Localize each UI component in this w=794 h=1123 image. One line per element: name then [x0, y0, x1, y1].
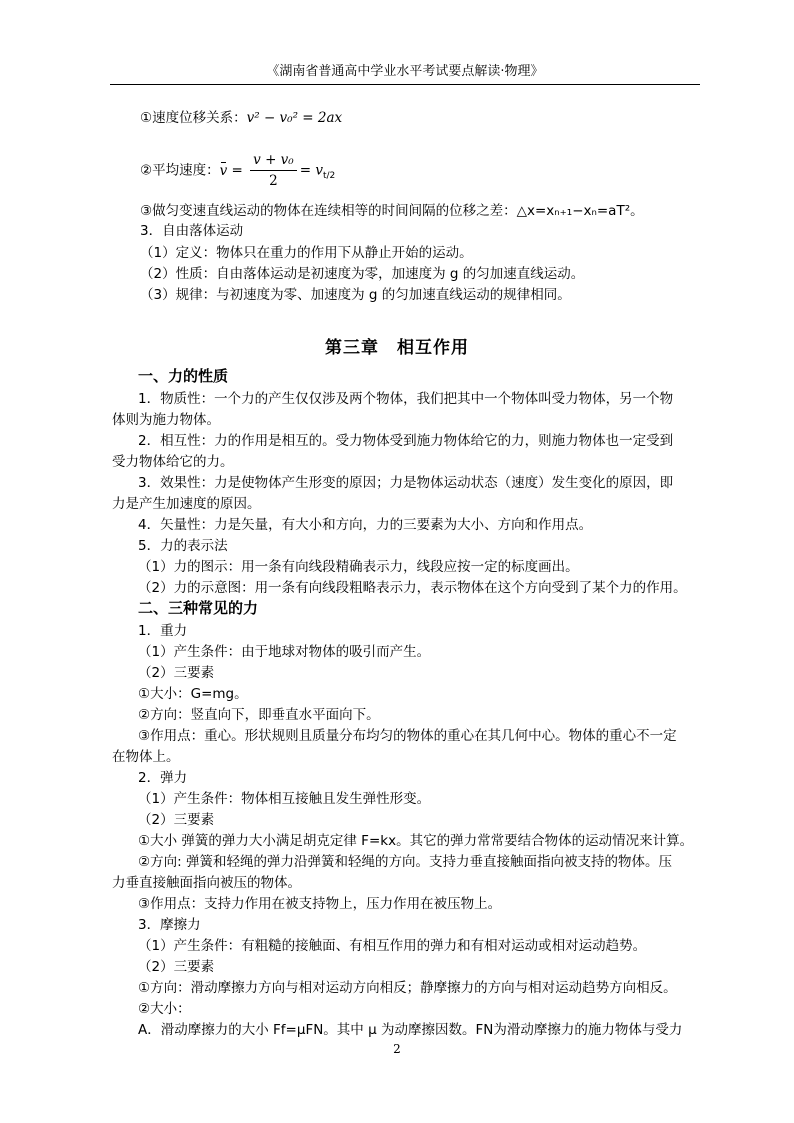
text-line: ①大小 弹簧的弹力大小满足胡克定律 F=kx。其它的弹力常常要结合物体的运动情况来计算。	[138, 833, 694, 849]
text-line: ②方向: 弹簧和轻绳的弹力沿弹簧和轻绳的方向。支持力垂直接触面指向被支持的物体。压	[138, 854, 672, 870]
text-line: 受力物体给它的力。	[112, 454, 234, 470]
text-line: （1）力的图示：用一条有向线段精确表示力，线段应按一定的标度画出。	[138, 559, 579, 575]
section-heading: 一、力的性质	[138, 367, 229, 385]
page-number: 2	[393, 1042, 401, 1056]
formula-text: v² − v₀² = 2ax	[246, 110, 343, 126]
formula-subscript: t/2	[322, 171, 336, 182]
text-line: ②大小：	[138, 1001, 191, 1017]
text-line: （3）规律：与初速度为零、加速度为 g 的匀加速直线运动的规律相同。	[140, 287, 571, 303]
text-line: ③做匀变速直线运动的物体在连续相等的时间间隔的位移之差：△x=xₙ₊₁−xₙ=aT²。	[140, 203, 644, 219]
formula-label: ②平均速度：	[140, 162, 220, 179]
text-line: 3．自由落体运动	[140, 223, 244, 239]
formula-average-velocity: ②平均速度：v = $\frac{\text{v + v₀}}{2}$ = $v_{t/2}$	[140, 152, 336, 189]
chapter-title: 第三章 相互作用	[325, 338, 469, 358]
text-line: 2．弹力	[138, 770, 188, 786]
formula-label: ①速度位移关系：	[140, 110, 247, 126]
text-line: （1）产生条件：有粗糙的接触面、有相互作用的弹力和有相对运动或相对运动趋势。	[138, 938, 647, 954]
text-line: 1．物质性：一个力的产生仅仅涉及两个物体，我们把其中一个物体叫受力物体，另一个物	[138, 391, 674, 407]
text-line: （2）性质：自由落体运动是初速度为零，加速度为 g 的匀加速直线运动。	[140, 266, 585, 282]
text-line: 在物体上。	[112, 749, 180, 765]
text-line: （2）三要素	[138, 665, 215, 681]
text-line: （1）产生条件：物体相互接触且发生弹性形变。	[138, 791, 431, 807]
header-rule	[110, 84, 700, 85]
text-line: 体则为施力物体。	[112, 412, 220, 428]
text-line: 5．力的表示法	[138, 538, 228, 554]
text-line: （2）三要素	[138, 959, 215, 975]
text-line: ③作用点：支持力作用在被支持物上，压力作用在被压物上。	[138, 896, 502, 912]
text-line: ①大小：G=mg。	[138, 686, 248, 702]
text-line: 力垂直接触面指向被压的物体。	[112, 875, 301, 891]
formula-velocity-displacement	[140, 108, 342, 128]
text-line: ③作用点：重心。形状规则且质量分布均匀的物体的重心在其几何中心。物体的重心不一定	[138, 728, 677, 744]
text-line: ②方向：竖直向下，即垂直水平面向下。	[138, 707, 380, 723]
section-heading: 二、三种常见的力	[138, 599, 259, 617]
text-line: （1）产生条件：由于地球对物体的吸引而产生。	[138, 644, 431, 660]
text-line: （2）力的示意图：用一条有向线段粗略表示力，表示物体在这个方向受到了某个力的作用。	[138, 580, 687, 596]
fraction-denominator: 2	[269, 173, 278, 189]
fraction	[250, 150, 297, 191]
text-line: ①方向：滑动摩擦力方向与相对运动方向相反；静摩擦力的方向与相对运动趋势方向相反。	[138, 980, 677, 996]
text-line: A．滑动摩擦力的大小 Ff=μFN。其中 μ 为动摩擦因数。FN为滑动摩擦力的施力物体与受力	[138, 1022, 683, 1038]
running-header: 《湖南省普通高中学业水平考试要点解读·物理》	[266, 64, 544, 79]
text-line: （1）定义：物体只在重力的作用下从静止开始的运动。	[140, 245, 473, 261]
text-line: 1．重力	[138, 623, 188, 639]
text-line: 3．效果性：力是使物体产生形变的原因；力是物体运动状态（速度）发生变化的原因，即	[138, 475, 674, 491]
text-line: （2）三要素	[138, 812, 215, 828]
text-line: 力是产生加速度的原因。	[112, 496, 261, 512]
fraction-numerator: v + v₀	[250, 150, 297, 171]
formula-tail: = v	[299, 162, 323, 179]
text-line: 4．矢量性：力是矢量，有大小和方向，力的三要素为大小、方向和作用点。	[138, 517, 593, 533]
text-line: 2．相互性：力的作用是相互的。受力物体受到施力物体给它的力，则施力物体也一定受到	[138, 433, 674, 449]
text-line: 3．摩擦力	[138, 917, 201, 933]
v-bar-symbol: v	[219, 162, 228, 179]
